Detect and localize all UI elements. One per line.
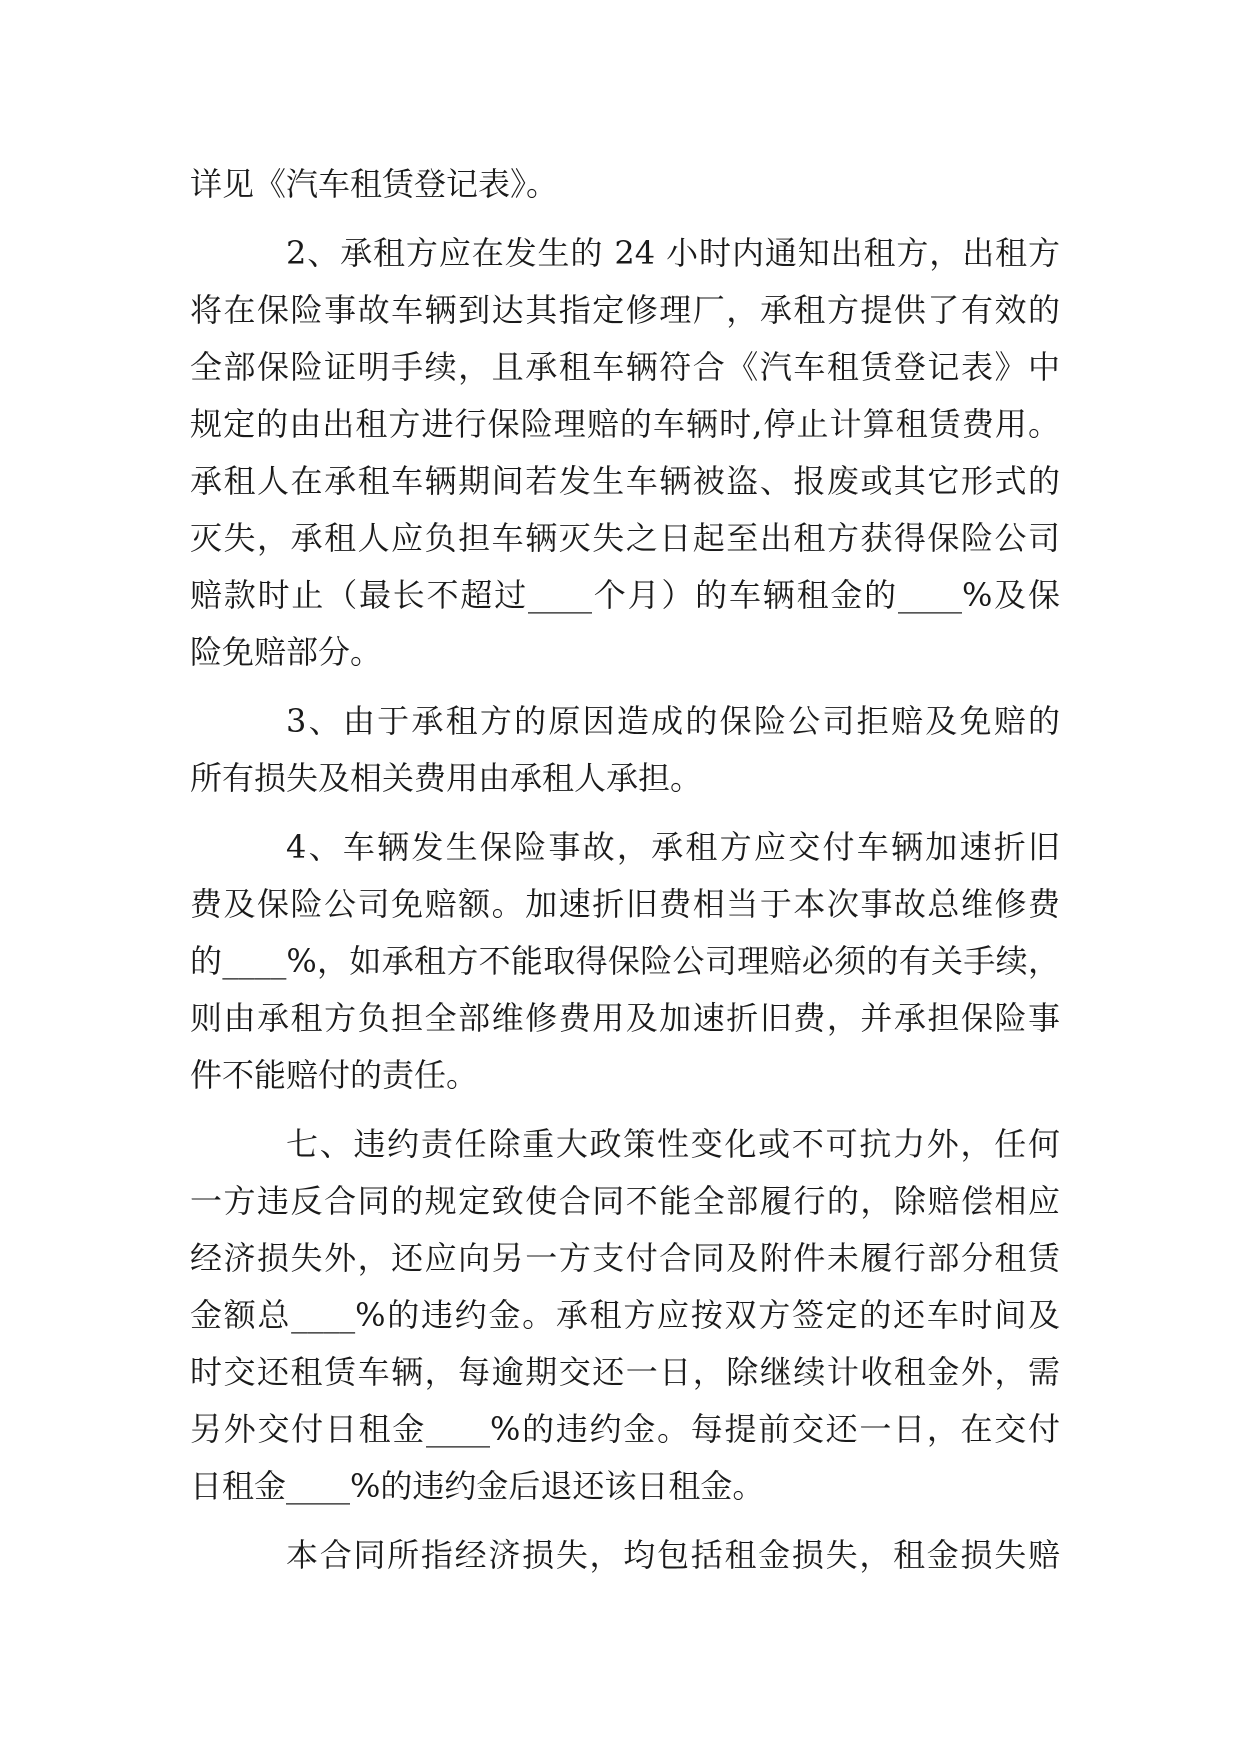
text-line: 承租人在承租车辆期间若发生车辆被盗、报废或其它形式的 [190,462,1060,500]
text-line: 全部保险证明手续，且承租车辆符合《汽车租赁登记表》中 [190,348,1060,386]
text-line: 另外交付日租金____%的违约金。每提前交还一日，在交付 [190,1410,1060,1448]
paragraph-p5 [190,1116,1060,1515]
text-line: 费及保险公司免赔额。加速折旧费相当于本次事故总维修费 [190,885,1060,923]
text-line: 的____%，如承租方不能取得保险公司理赔必须的有关手续， [190,942,1060,980]
text-line: 件不能赔付的责任。 [190,1056,479,1094]
paragraph-p6 [190,1527,1060,1584]
text-line: 2、承租方应在发生的 24 小时内通知出租方，出租方 [286,234,1060,272]
text-line: 金额总____%的违约金。承租方应按双方签定的还车时间及 [190,1296,1060,1334]
paragraph-p4 [190,819,1060,1104]
text-line: 3、由于承租方的原因造成的保险公司拒赔及免赔的 [286,702,1060,740]
text-line: 经济损失外，还应向另一方支付合同及附件未履行部分租赁 [190,1239,1060,1277]
text-line: 灭失，承租人应负担车辆灭失之日起至出租方获得保险公司 [190,519,1060,557]
text-line: 一方违反合同的规定致使合同不能全部履行的，除赔偿相应 [190,1182,1060,1220]
text-line: 则由承租方负担全部维修费用及加速折旧费，并承担保险事 [190,999,1060,1037]
document-body [190,156,1060,1584]
text-line: 4、车辆发生保险事故，承租方应交付车辆加速折旧 [286,828,1060,866]
text-line: 险免赔部分。 [190,633,383,671]
text-line: 本合同所指经济损失，均包括租金损失，租金损失赔 [286,1536,1060,1574]
text-line: 所有损失及相关费用由承租人承担。 [190,759,703,797]
text-line: 将在保险事故车辆到达其指定修理厂，承租方提供了有效的 [190,291,1060,329]
paragraph-p2 [190,225,1060,681]
text-line: 时交还租赁车辆，每逾期交还一日，除继续计收租金外，需 [190,1353,1060,1391]
paragraph-p3 [190,693,1060,807]
text-line: 规定的由出租方进行保险理赔的车辆时,停止计算租赁费用。 [190,405,1060,443]
text-line: 日租金____%的违约金后退还该日租金。 [190,1467,765,1505]
paragraph-p1 [190,156,1060,213]
text-line: 详见《汽车租赁登记表》。 [190,165,559,203]
text-line: 赔款时止（最长不超过____个月）的车辆租金的____%及保 [190,576,1060,614]
text-line: 七、违约责任除重大政策性变化或不可抗力外，任何 [286,1125,1060,1163]
